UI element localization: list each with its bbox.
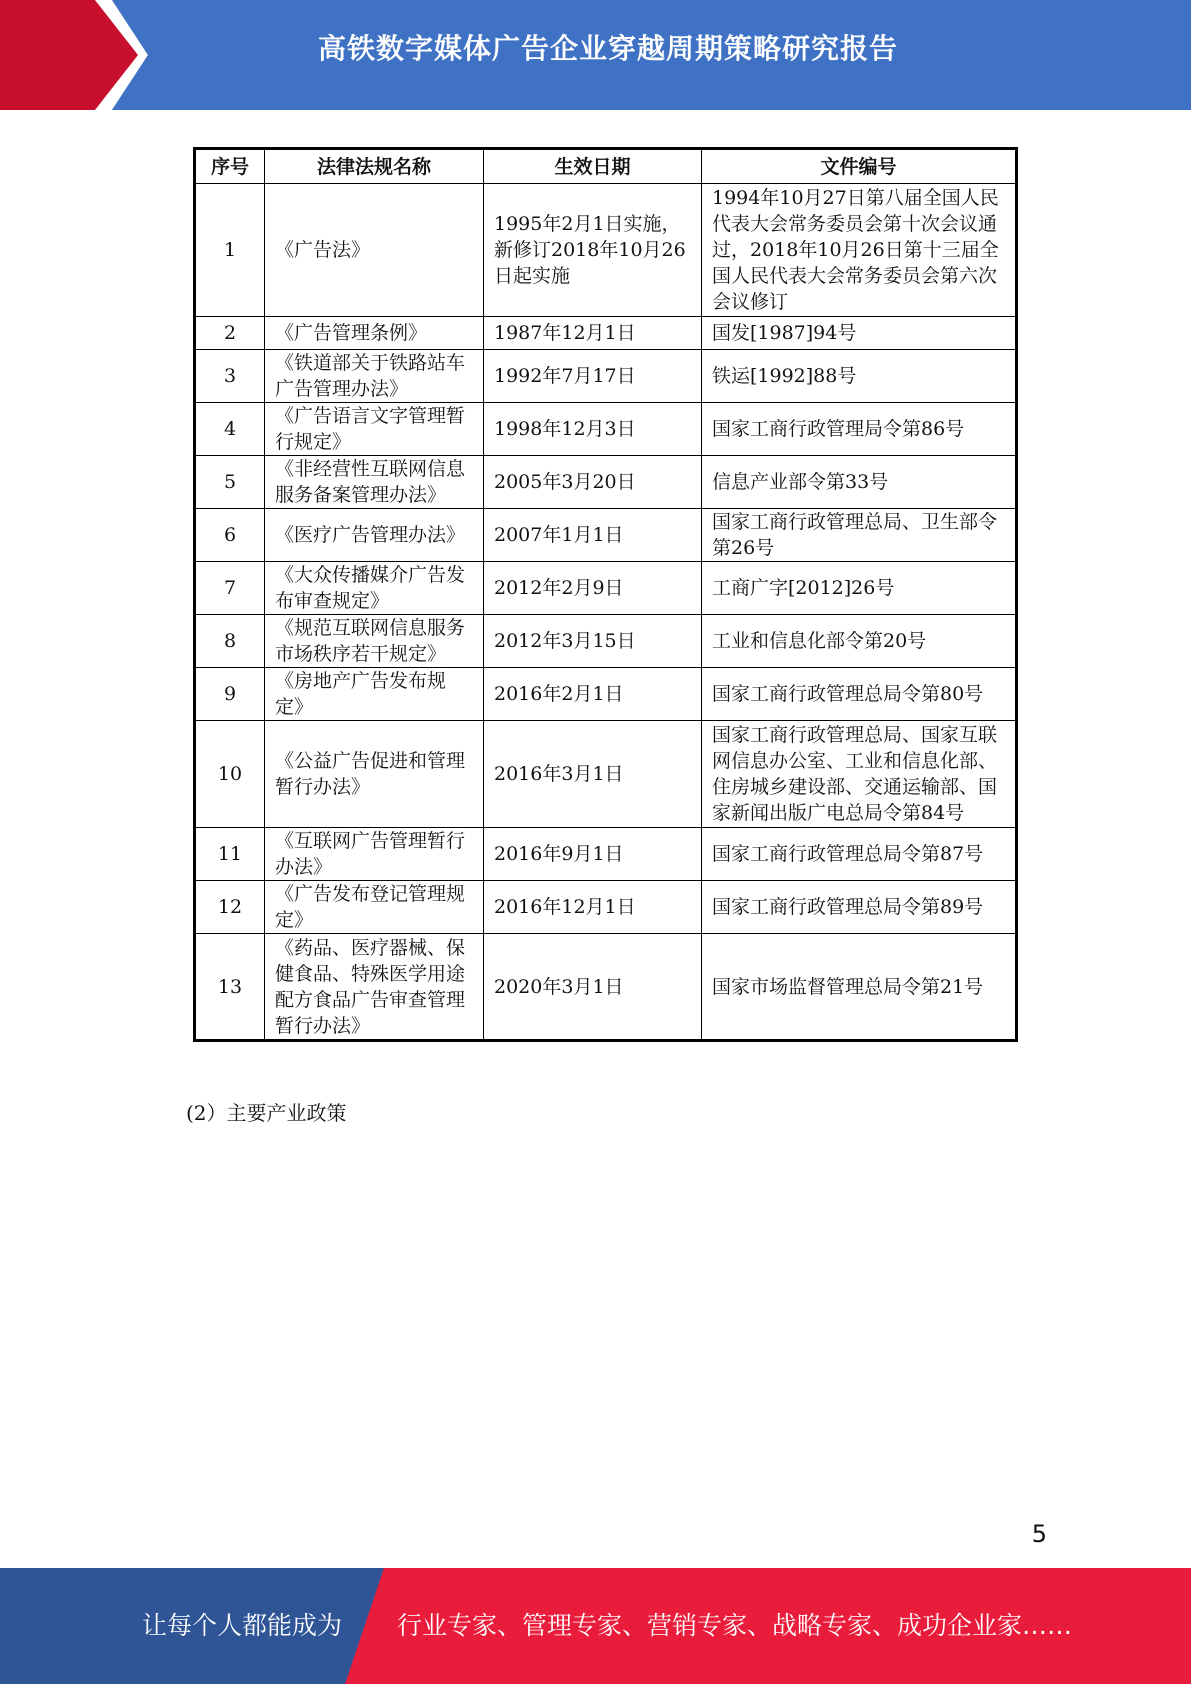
table-row <box>195 403 1017 456</box>
row-number-cell: 6 <box>195 509 265 562</box>
effective-date-cell: 1995年2月1日实施，新修订2018年10月26日起实施 <box>484 184 702 317</box>
row-number-cell: 3 <box>195 350 265 403</box>
effective-date-cell: 2016年3月1日 <box>484 721 702 828</box>
table-row <box>195 668 1017 721</box>
row-number-cell: 10 <box>195 721 265 828</box>
table-row <box>195 184 1017 317</box>
column-header-name: 法律法规名称 <box>265 149 484 184</box>
column-header-date: 生效日期 <box>484 149 702 184</box>
section-heading: (2）主要产业政策 <box>186 1101 347 1125</box>
page-header <box>0 0 1191 110</box>
document-number-cell: 工商广字[2012]26号 <box>702 562 1017 615</box>
effective-date-cell: 2016年12月1日 <box>484 881 702 934</box>
document-number-cell: 国家工商行政管理总局令第89号 <box>702 881 1017 934</box>
table-header-row <box>195 149 1017 184</box>
document-number-cell: 信息产业部令第33号 <box>702 456 1017 509</box>
document-number-cell: 铁运[1992]88号 <box>702 350 1017 403</box>
law-name-cell: 《非经营性互联网信息服务备案管理办法》 <box>265 456 484 509</box>
effective-date-cell: 2012年2月9日 <box>484 562 702 615</box>
row-number-cell: 9 <box>195 668 265 721</box>
table-row <box>195 934 1017 1041</box>
effective-date-cell: 2016年9月1日 <box>484 828 702 881</box>
column-header-doc: 文件编号 <box>702 149 1017 184</box>
effective-date-cell: 2012年3月15日 <box>484 615 702 668</box>
row-number-cell: 5 <box>195 456 265 509</box>
row-number-cell: 11 <box>195 828 265 881</box>
effective-date-cell: 2007年1月1日 <box>484 509 702 562</box>
document-number-cell: 工业和信息化部令第20号 <box>702 615 1017 668</box>
table-row <box>195 509 1017 562</box>
table-row <box>195 615 1017 668</box>
law-name-cell: 《广告发布登记管理规定》 <box>265 881 484 934</box>
document-number-cell: 1994年10月27日第八届全国人民代表大会常务委员会第十次会议通过，2018年10月26日第十三届全国人民代表大会常务委员会第六次会议修订 <box>702 184 1017 317</box>
document-number-cell: 国家工商行政管理总局、卫生部令第26号 <box>702 509 1017 562</box>
row-number-cell: 13 <box>195 934 265 1041</box>
regulations-table <box>193 147 1018 1042</box>
document-number-cell: 国家工商行政管理局令第86号 <box>702 403 1017 456</box>
law-name-cell: 《医疗广告管理办法》 <box>265 509 484 562</box>
footer-slogan-right: 行业专家、管理专家、营销专家、战略专家、成功企业家…… <box>397 1611 1073 1640</box>
row-number-cell: 12 <box>195 881 265 934</box>
table-row <box>195 350 1017 403</box>
row-number-cell: 7 <box>195 562 265 615</box>
table-row <box>195 317 1017 350</box>
page-footer <box>0 1568 1191 1684</box>
row-number-cell: 8 <box>195 615 265 668</box>
document-number-cell: 国家市场监督管理总局令第21号 <box>702 934 1017 1041</box>
page-number: 5 <box>1031 1520 1047 1548</box>
document-number-cell: 国家工商行政管理总局令第80号 <box>702 668 1017 721</box>
report-title: 高铁数字媒体广告企业穿越周期策略研究报告 <box>317 32 898 65</box>
row-number-cell: 2 <box>195 317 265 350</box>
effective-date-cell: 1992年7月17日 <box>484 350 702 403</box>
table-row <box>195 721 1017 828</box>
row-number-cell: 1 <box>195 184 265 317</box>
row-number-cell: 4 <box>195 403 265 456</box>
law-name-cell: 《广告语言文字管理暂行规定》 <box>265 403 484 456</box>
effective-date-cell: 1998年12月3日 <box>484 403 702 456</box>
effective-date-cell: 2020年3月1日 <box>484 934 702 1041</box>
law-name-cell: 《药品、医疗器械、保健食品、特殊医学用途配方食品广告审查管理暂行办法》 <box>265 934 484 1041</box>
footer-slogan-left: 让每个人都能成为 <box>142 1611 343 1640</box>
document-number-cell: 国发[1987]94号 <box>702 317 1017 350</box>
law-name-cell: 《铁道部关于铁路站车广告管理办法》 <box>265 350 484 403</box>
document-number-cell: 国家工商行政管理总局令第87号 <box>702 828 1017 881</box>
effective-date-cell: 2005年3月20日 <box>484 456 702 509</box>
table-row <box>195 456 1017 509</box>
table-row <box>195 881 1017 934</box>
law-name-cell: 《广告法》 <box>265 184 484 317</box>
law-name-cell: 《规范互联网信息服务市场秩序若干规定》 <box>265 615 484 668</box>
table-row <box>195 562 1017 615</box>
column-header-no: 序号 <box>195 149 265 184</box>
law-name-cell: 《广告管理条例》 <box>265 317 484 350</box>
law-name-cell: 《公益广告促进和管理暂行办法》 <box>265 721 484 828</box>
law-name-cell: 《大众传播媒介广告发布审查规定》 <box>265 562 484 615</box>
table-row <box>195 828 1017 881</box>
law-name-cell: 《互联网广告管理暂行办法》 <box>265 828 484 881</box>
effective-date-cell: 2016年2月1日 <box>484 668 702 721</box>
document-number-cell: 国家工商行政管理总局、国家互联网信息办公室、工业和信息化部、住房城乡建设部、交通运输部、国家新闻出版广电总局令第84号 <box>702 721 1017 828</box>
law-name-cell: 《房地产广告发布规定》 <box>265 668 484 721</box>
effective-date-cell: 1987年12月1日 <box>484 317 702 350</box>
